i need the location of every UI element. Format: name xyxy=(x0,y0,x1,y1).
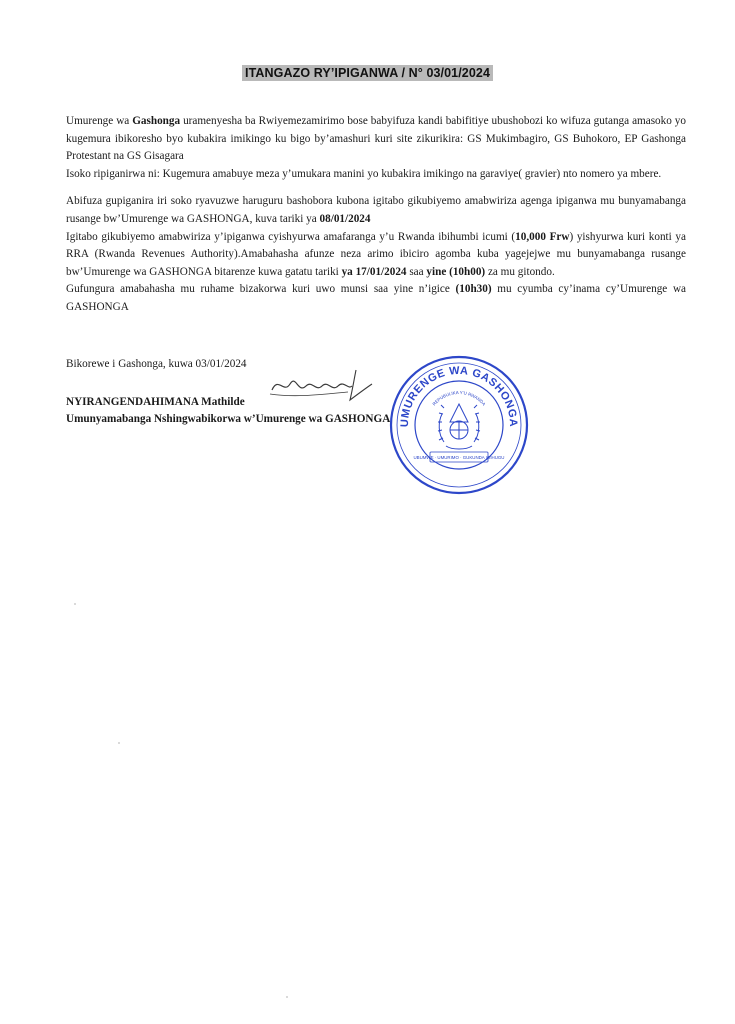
official-stamp xyxy=(386,352,532,498)
spacer xyxy=(66,183,686,193)
stamp-motto: UBUMWE · UMURIMO · GUKUNDA IGIHUGU xyxy=(413,455,505,460)
paragraph-documents xyxy=(66,193,686,228)
paragraph-fees xyxy=(66,229,686,282)
signatory-role: Umunyamabanga Nshingwabikorwa w’Umurenge wa GASHONGA xyxy=(66,413,391,426)
scan-speck xyxy=(74,603,76,605)
paragraph-opening xyxy=(66,281,686,316)
date-line: Bikorewe i Gashonga, kuwa 03/01/2024 xyxy=(66,358,247,370)
notice-title: ITANGAZO RY’IPIGANWA / N° 03/01/2024 xyxy=(242,65,493,81)
intro-sector-name: Gashonga xyxy=(132,115,181,127)
opening-time: (10h30) xyxy=(455,283,492,296)
notice-body xyxy=(66,113,686,317)
opening-text-c: mu cyumba cy’inama cy’Umurenge wa GASHONGA xyxy=(66,283,686,313)
documents-text: Abifuza gupiganira iri soko ryavuzwe haruguru bashobora kubona igitabo gikubiyemo amabwiriza agenga ipiganwa mu bunyamabanga rusange bw’Umurenge wa GASHONGA, kuva tariki ya xyxy=(66,195,686,225)
documents-date: 08/01/2024 xyxy=(319,212,371,225)
opening-text-a: Gufungura amabahasha mu ruhame bizakorwa kuri uwo munsi saa yine n’igice xyxy=(66,283,456,296)
intro-text-c: uramenyesha ba Rwiyemezamirimo bose babyifuza kandi babifitiye ubushobozi ko wifuza gutanga amasoko yo kugemura ibikoresho byo kubakira imikingo ku bigo by’amashuri kuri site zikurikira: GS Mukimbagiro, GS Buhokoro, EP Gashonga Protestant na GS Gisagara xyxy=(66,115,686,163)
coat-of-arms-icon xyxy=(438,404,480,449)
fees-text-a: Igitabo gikubiyemo amabwiriza y’ipiganwa cyishyurwa amafaranga y’u Rwanda ibihumbi icumi ( xyxy=(66,230,516,243)
stamp-inner-text: REPUBULIKA Y'U RWANDA xyxy=(431,389,487,407)
signatory-name: NYIRANGENDAHIMANA Mathilde xyxy=(66,395,245,408)
paragraph-tender-object: Isoko ripiganirwa ni: Kugemura amabuye meza y’umukara manini yo kubakira imikingo na garaviye( gravier) nto nomero ya mbere. xyxy=(66,167,662,180)
fees-text-c: ) yishyurwa kuri konti ya RRA (Rwanda Revenues Authority).Amabahasha afunze neza arimo ibiciro agomba kuba yagejejwe mu bunyamabanga rusange bw’Umurenge wa GASHONGA bitarenze kuwa gatatu tariki xyxy=(66,230,686,278)
title-row xyxy=(0,64,735,82)
fees-amount: 10,000 Frw xyxy=(515,230,570,243)
scan-speck xyxy=(118,742,120,744)
deadline-date: ya 17/01/2024 xyxy=(341,265,407,278)
fees-text-g: za mu gitondo. xyxy=(485,265,555,278)
fees-text-e: saa xyxy=(406,265,427,278)
stamp-outer-text: UMURENGE WA GASHONGA xyxy=(398,364,520,428)
paragraph-intro xyxy=(66,113,686,166)
intro-text-a: Umurenge wa xyxy=(66,115,133,127)
deadline-time: yine (10h00) xyxy=(426,265,486,278)
scan-speck xyxy=(286,996,288,998)
handwritten-signature xyxy=(266,364,376,408)
